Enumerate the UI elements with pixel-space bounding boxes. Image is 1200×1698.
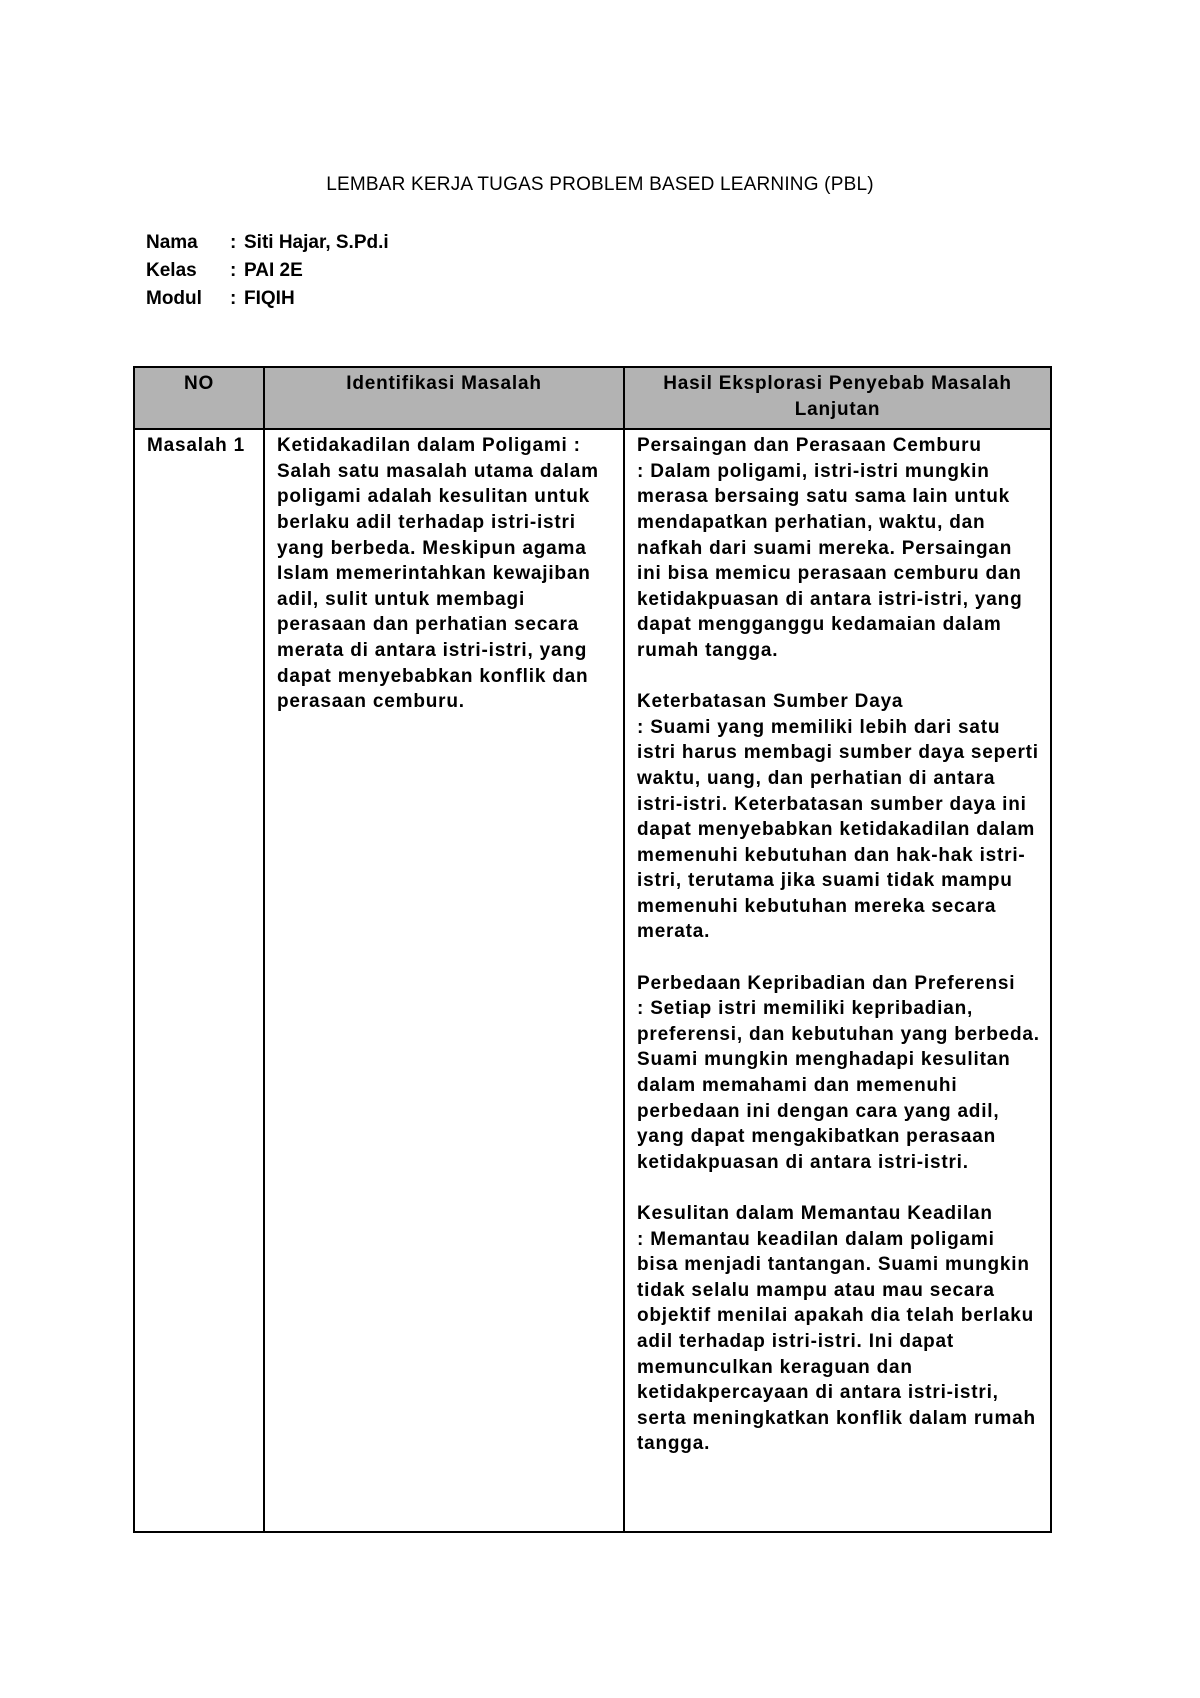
info-value-nama: Siti Hajar, S.Pd.i <box>244 232 389 253</box>
hasil-item <box>637 433 1040 663</box>
hasil-text: : Setiap istri memiliki kepribadian, preferensi, dan kebutuhan yang berbeda. Suami mungkin menghadapi kesulitan dalam memahami dan memenuhi perbedaan ini dengan cara yang adil, yang dapat mengakibatkan perasaan ketidakpuasan di antara istri-istri. <box>637 998 1040 1173</box>
pbl-table <box>133 366 1052 1533</box>
student-info <box>146 229 389 313</box>
info-row-nama <box>146 229 389 257</box>
cell-identifikasi: Ketidakadilan dalam Poligami : Salah satu masalah utama dalam poligami adalah kesulitan untuk berlaku adil terhadap istri-istri yang berbeda. Meskipun agama Islam memerintahkan kewajiban adil, sulit untuk membagi perasaan dan perhatian secara merata di antara istri-istri, yang dapat menyebabkan konflik dan perasaan cemburu. <box>264 429 624 1532</box>
info-value-kelas: PAI 2E <box>244 260 303 281</box>
hasil-item <box>637 971 1040 1176</box>
hasil-text: : Memantau keadilan dalam poligami bisa menjadi tantangan. Suami mungkin tidak selalu mampu atau mau secara objektif menilai apakah dia telah berlaku adil terhadap istri-istri. Ini dapat memunculkan keraguan dan ketidakpercayaan di antara istri-istri, serta meningkatkan konflik dalam rumah tangga. <box>637 1228 1036 1455</box>
info-row-modul <box>146 285 389 313</box>
info-label-nama: Nama <box>146 232 198 253</box>
info-separator: : <box>230 232 237 253</box>
hasil-heading: Keterbatasan Sumber Daya <box>637 691 904 713</box>
info-row-kelas <box>146 257 389 285</box>
hasil-heading: Persaingan dan Perasaan Cemburu <box>637 435 982 457</box>
info-label-kelas: Kelas <box>146 260 197 281</box>
hasil-item <box>637 689 1040 945</box>
hasil-text: : Dalam poligami, istri-istri mungkin merasa bersaing satu sama lain untuk mendapatkan perhatian, waktu, dan nafkah dari suami mereka. Persaingan ini bisa memicu perasaan cemburu dan ketidakpuasan di antara istri-istri, yang dapat mengganggu kedamaian dalam rumah tangga. <box>637 460 1023 661</box>
document-title: LEMBAR KERJA TUGAS PROBLEM BASED LEARNING (PBL) <box>326 174 874 195</box>
cell-no: Masalah 1 <box>134 429 264 1532</box>
info-separator: : <box>230 260 237 281</box>
table-row <box>134 429 1051 1532</box>
cell-hasil <box>624 429 1051 1532</box>
table-header-row <box>134 367 1051 429</box>
info-label-modul: Modul <box>146 288 202 309</box>
hasil-heading: Kesulitan dalam Memantau Keadilan <box>637 1203 993 1224</box>
hasil-text: : Suami yang memiliki lebih dari satu istri harus membagi sumber daya seperti waktu, uang, dan perhatian di antara istri-istri. Keterbatasan sumber daya ini dapat menyebabkan ketidakadilan dalam memenuhi kebutuhan dan hak-hak istri-istri, terutama jika suami tidak mampu memenuhi kebutuhan mereka secara merata. <box>637 716 1039 943</box>
info-value-modul: FIQIH <box>244 288 295 309</box>
info-separator: : <box>230 288 237 309</box>
hasil-heading: Perbedaan Kepribadian dan Preferensi <box>637 972 1016 994</box>
header-no: NO <box>134 367 264 429</box>
hasil-item <box>637 1201 1040 1457</box>
header-identifikasi: Identifikasi Masalah <box>264 367 624 429</box>
header-hasil: Hasil Eksplorasi Penyebab Masalah Lanjutan <box>624 367 1051 429</box>
